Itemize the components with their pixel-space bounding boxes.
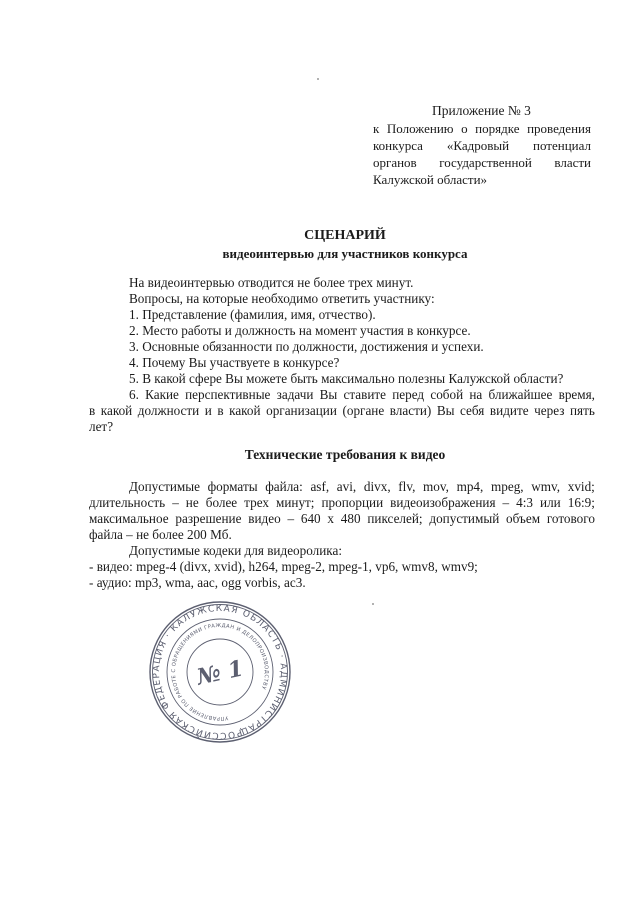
word: или bbox=[540, 495, 561, 510]
word: и bbox=[204, 403, 212, 418]
appendix-description bbox=[373, 120, 591, 188]
word: asf, bbox=[310, 479, 330, 494]
word: через bbox=[534, 403, 565, 418]
word: максимальное bbox=[89, 511, 169, 526]
word: порядке bbox=[475, 121, 520, 136]
question6-line bbox=[129, 387, 595, 403]
word: минут; bbox=[275, 495, 315, 510]
stamp-inner-text: УПРАВЛЕНИЕ ПО РАБОТЕ С ОБРАЩЕНИЯМИ ГРАЖДАН И ДЕЛОПРОИЗВОДСТВУ bbox=[170, 622, 270, 722]
word: должности bbox=[137, 403, 200, 418]
word: какой bbox=[100, 403, 133, 418]
word: Вы bbox=[319, 387, 338, 402]
formats-line bbox=[89, 527, 595, 543]
word: divx, bbox=[363, 479, 391, 494]
word: форматы bbox=[207, 479, 258, 494]
word: организации bbox=[266, 403, 337, 418]
word: какой bbox=[229, 403, 261, 418]
word: перед bbox=[392, 387, 425, 402]
word: файла – не более 200 Мб. bbox=[89, 527, 232, 542]
word: 640 bbox=[300, 511, 321, 526]
word: 16:9; bbox=[567, 495, 595, 510]
document-subtitle: видеоинтервью для участников конкурса bbox=[222, 246, 468, 261]
word: flv, bbox=[398, 479, 416, 494]
word: трех bbox=[244, 495, 269, 510]
technical-section-title: Технические требования к видео bbox=[244, 447, 446, 462]
word: государственной bbox=[439, 155, 532, 170]
question6-line bbox=[89, 419, 595, 435]
word: Какие bbox=[145, 387, 179, 402]
formats-line bbox=[129, 479, 595, 495]
word: Калужской области» bbox=[373, 172, 488, 187]
word: – bbox=[287, 511, 295, 526]
word: х bbox=[327, 511, 335, 526]
word: допустимый bbox=[429, 511, 500, 526]
questions-intro: Вопросы, на которые необходимо ответить участнику: bbox=[129, 291, 435, 306]
scan-speck bbox=[372, 603, 374, 605]
word: – bbox=[172, 495, 179, 510]
question-item: 5. В какой сфере Вы можете быть максимально полезны Калужской области? bbox=[129, 371, 564, 386]
word: время, bbox=[558, 387, 595, 402]
word: к bbox=[373, 121, 380, 136]
appendix-line bbox=[373, 171, 591, 188]
appendix-line bbox=[373, 137, 591, 154]
word: проведения bbox=[527, 121, 591, 136]
question-item: 2. Место работы и должность на момент участия в конкурсе. bbox=[129, 323, 471, 338]
stamp-outer-text: РОССИЙСКАЯ ФЕДЕРАЦИЯ · КАЛУЖСКАЯ ОБЛАСТЬ · АДМИНИСТРАЦИЯ bbox=[151, 603, 289, 741]
word: mov, bbox=[423, 479, 449, 494]
word: (органе bbox=[342, 403, 385, 418]
word: на bbox=[469, 387, 483, 402]
word: ближайшее bbox=[488, 387, 553, 402]
word: файла: bbox=[265, 479, 303, 494]
word: видео bbox=[248, 511, 281, 526]
word: Положению bbox=[386, 121, 454, 136]
codecs-intro: Допустимые кодеки для видеоролика: bbox=[129, 543, 343, 558]
word: видите bbox=[489, 403, 529, 418]
word: задачи bbox=[276, 387, 314, 402]
word: разрешение bbox=[175, 511, 242, 526]
appendix-line bbox=[373, 154, 591, 171]
word: лет? bbox=[89, 419, 114, 434]
word: о bbox=[461, 121, 468, 136]
word: пять bbox=[569, 403, 595, 418]
word: 480 bbox=[340, 511, 361, 526]
stamp-number: № 1 bbox=[194, 655, 246, 691]
word: органов bbox=[373, 155, 417, 170]
word: власти bbox=[554, 155, 591, 170]
word: avi, bbox=[336, 479, 357, 494]
word: себя bbox=[460, 403, 485, 418]
official-stamp bbox=[148, 600, 292, 744]
word: xvid; bbox=[567, 479, 595, 494]
word: 4:3 bbox=[516, 495, 534, 510]
word: собой bbox=[430, 387, 464, 402]
word: потенциал bbox=[533, 138, 591, 153]
word: более bbox=[205, 495, 238, 510]
word: ставите bbox=[343, 387, 387, 402]
word: пропорции bbox=[321, 495, 384, 510]
word: длительность bbox=[89, 495, 166, 510]
word: видеоизображения bbox=[390, 495, 496, 510]
audio-codecs: - аудио: mp3, wma, aac, ogg vorbis, ac3. bbox=[89, 575, 306, 590]
question-item: 1. Представление (фамилия, имя, отчество). bbox=[129, 307, 376, 322]
word: объем bbox=[506, 511, 541, 526]
time-limit-text: На видеоинтервью отводится не более трех минут. bbox=[129, 275, 414, 290]
appendix-title: Приложение № 3 bbox=[432, 103, 531, 118]
document-title: СЦЕНАРИЙ bbox=[304, 228, 386, 243]
word: власти) bbox=[389, 403, 432, 418]
word: «Кадровый bbox=[446, 138, 510, 153]
word: Вы bbox=[436, 403, 455, 418]
formats-paragraph bbox=[89, 479, 595, 543]
question6-line bbox=[89, 403, 595, 419]
word: в bbox=[217, 403, 224, 418]
question-item-6 bbox=[89, 387, 595, 435]
word: 6. bbox=[129, 387, 139, 402]
word: конкурса bbox=[373, 138, 423, 153]
word: mp4, bbox=[456, 479, 484, 494]
word: – bbox=[502, 495, 510, 510]
word: в bbox=[89, 403, 96, 418]
word: готового bbox=[546, 511, 595, 526]
scan-speck bbox=[317, 78, 319, 80]
word: перспективные bbox=[185, 387, 271, 402]
word: wmv, bbox=[531, 479, 561, 494]
question-item: 4. Почему Вы участвуете в конкурсе? bbox=[129, 355, 340, 370]
word: mpeg, bbox=[490, 479, 524, 494]
formats-line bbox=[89, 495, 595, 511]
appendix-line bbox=[373, 120, 591, 137]
video-codecs: - видео: mpeg-4 (divx, xvid), h264, mpeg-2, mpeg-1, vp6, wmv8, wmv9; bbox=[89, 559, 478, 574]
word: не bbox=[185, 495, 199, 510]
formats-line bbox=[89, 511, 595, 527]
word: Допустимые bbox=[129, 479, 200, 494]
word: пикселей; bbox=[367, 511, 423, 526]
question-item: 3. Основные обязанности по должности, достижения и успехи. bbox=[129, 339, 484, 354]
